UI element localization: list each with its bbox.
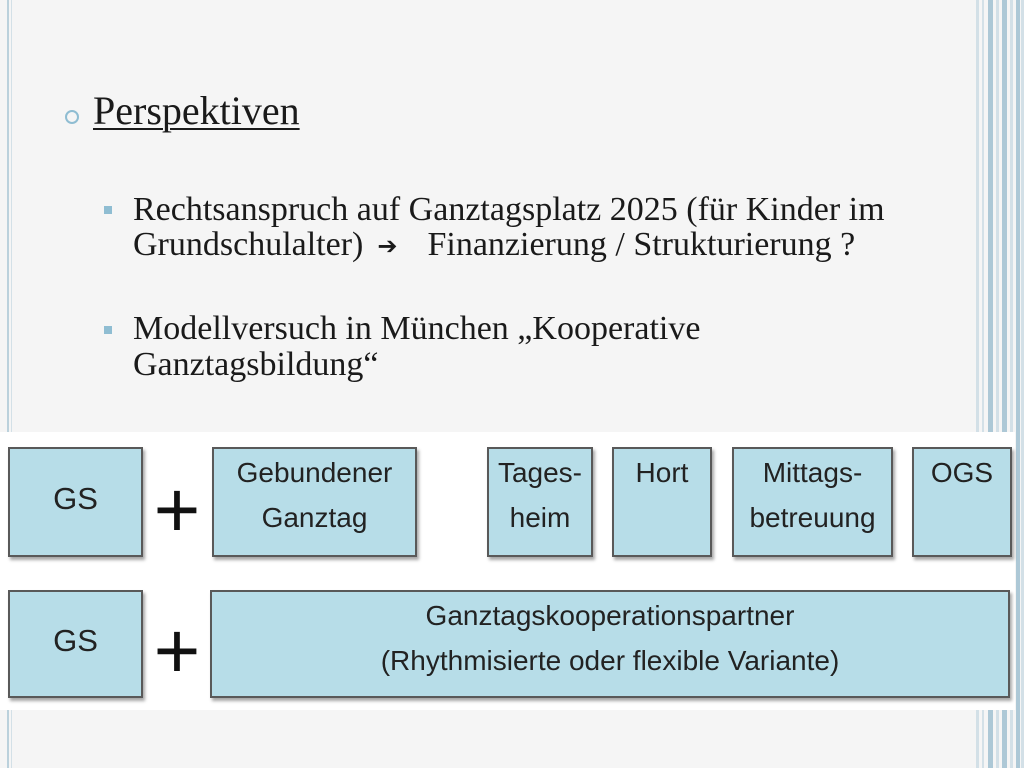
partner-label-line-2: (Rhythmisierte oder flexible Variante) <box>380 645 840 676</box>
square-bullet-icon <box>104 326 112 334</box>
bullet-2-line-1: Modellversuch in München „Kooperative <box>133 310 701 347</box>
option-box-ogs <box>912 447 1012 557</box>
option-label-line: Hort <box>635 457 689 488</box>
option-label-line: OGS <box>930 457 994 488</box>
gs-label: GS <box>53 623 98 658</box>
arrow-right-icon: ➔ <box>377 232 398 260</box>
option-box-tagesheim <box>487 447 593 557</box>
partner-label-line-1: Ganztagskooperationspartner <box>425 600 795 631</box>
option-box-hort <box>612 447 712 557</box>
plus-sign-row-2: + <box>153 606 201 695</box>
slide-heading: Perspektiven <box>93 88 300 133</box>
option-label-line: heim <box>509 502 571 533</box>
gs-label: GS <box>53 481 98 516</box>
square-bullet-icon <box>104 206 112 214</box>
bullet-1-text-before-arrow: Grundschulalter) <box>133 226 364 263</box>
option-label-line: Gebundener <box>236 457 393 488</box>
bullet-1-line-1: Rechtsanspruch auf Ganztagsplatz 2025 (für Kinder im <box>133 191 885 228</box>
option-label-line: Mittags- <box>762 457 863 488</box>
bullet-1-line-2 <box>133 227 855 265</box>
plus-sign-row-1: + <box>153 465 201 554</box>
bullet-1-text-after-arrow: Finanzierung / Strukturierung ? <box>427 226 856 263</box>
gs-box-row-2 <box>8 590 143 698</box>
option-label-line: Tages- <box>497 457 583 488</box>
option-box-gebundener-ganztag <box>212 447 417 557</box>
option-label-line: betreuung <box>749 502 876 533</box>
partner-box <box>210 590 1010 698</box>
option-label-line: Ganztag <box>261 502 368 533</box>
option-box-mittagsbetreuung <box>732 447 893 557</box>
gs-box-row-1 <box>8 447 143 557</box>
slide-border-stripe <box>1016 0 1020 768</box>
circle-bullet-icon <box>65 110 79 124</box>
bullet-2-line-2: Ganztagsbildung“ <box>133 346 379 383</box>
